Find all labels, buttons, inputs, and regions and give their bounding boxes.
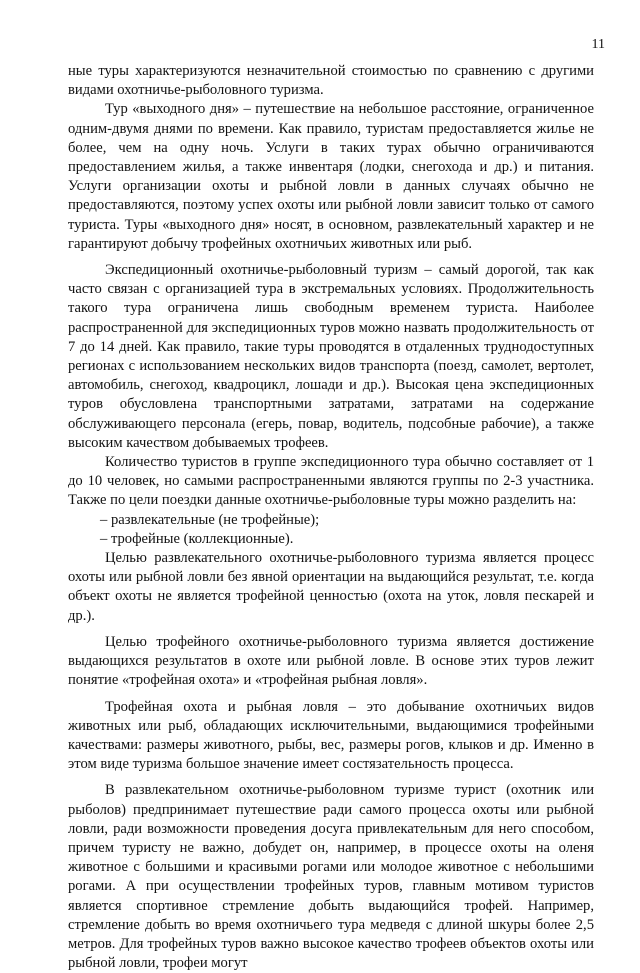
paragraph-expedition-tourism: Экспедиционный охотничье-рыболовный туризм – самый дорогой, так как часто связан с организацией тура в экстремальных условиях. Продолжительность такого тура ограничена лишь свободным временем туриста. Наиболее распространенной для экспедиционных туров можно назвать продолжительность от 7 до 14 дней. Как правило, такие туры проводятся в отдаленных труднодоступных регионах с использованием нескольких видов транспорта (поезд, самолет, вертолет, автомобиль, снегоход, квадроцикл, лошади и др.). Высокая цена экспедиционных туров обусловлена транспортными затратами, затратами на содержание обслуживающего персонала (егерь, повар, водитель, подсобные рабочие), а также высоким качеством добываемых трофеев. (68, 262, 594, 451)
list-item-trophy: – трофейные (коллекционные). (100, 530, 294, 547)
paragraph-group-size: Количество туристов в группе экспедиционного тура обычно составляет от 1 до 10 человек, но самыми распространенными являются группы по 2-3 участника. Также по цели поездки данные охотничье-рыболовные туры можно разделить на: (68, 454, 594, 509)
paragraph-motives: В развлекательном охотничье-рыболовном туризме турист (охотник или рыболов) предпринимает путешествие ради самого процесса охоты или рыбной ловли, ради возможности проведения досуга привлекательным для него способом, причем туристу не важно, добудет он, например, в процессе охоты на оленя животное с большими и красивыми рогами или молодое животное с небольшими рогами. А при осуществлении трофейных туров, главным мотивом туристов является спортивное стремление добыть выдающийся трофей. Например, стремление добыть во время охотничьего тура медведя с длиной шкуры более 2,5 метров. Для трофейных туров важно высокое качество трофеев объектов охоты или рыбной ловли, трофеи могут (68, 782, 594, 972)
document-body (68, 62, 594, 973)
paragraph-weekend-tour: Тур «выходного дня» – путешествие на небольшое расстояние, ограниченное одним-двумя днями по времени. Как правило, туристам предоставляется жилье не более, чем на одну ночь. Услуги в таких турах обычно ограничиваются предоставлением жилья, а также инвентаря (лодки, снегохода и др.) и питания. Услуги организации охоты и рыбной ловли в данных случаях обычно не предоставляются, поэтому успех охоты или рыбной ловли зависит только от самого туриста. Туры «выходного дня» носят, в основном, развлекательный характер и не гарантируют добычу трофейных охотничьих животных или рыб. (68, 101, 594, 252)
paragraph-trophy-definition: Трофейная охота и рыбная ловля – это добывание охотничьих видов животных или рыб, обладающих исключительными, выдающимися трофейными качествами: размеры животного, рыбы, вес, размеры рогов, клыков и др. Именно в этом виде туризма большое значение имеет состязательность процесса. (68, 698, 594, 773)
list-item-entertainment: – развлекательные (не трофейные); (100, 511, 320, 528)
paragraph-trophy-goal: Целью трофейного охотничье-рыболовного туризма является достижение выдающихся результатов в охоте или рыбной ловле. В основе этих туров лежит понятие «трофейная охота» и «трофейная рыбная ловля». (68, 633, 594, 689)
page-number: 11 (591, 37, 605, 52)
paragraph-continuation: ные туры характеризуются незначительной стоимостью по сравнению с другими видами охотничье-рыболовного туризма. (68, 63, 594, 99)
paragraph-entertainment-goal: Целью развлекательного охотничье-рыболовного туризма является процесс охоты или рыбной ловли без явной ориентации на выдающийся результат, т.е. когда объект охоты не является трофейной ценностью (охота на уток, ловля пескарей и др.). (68, 550, 594, 624)
